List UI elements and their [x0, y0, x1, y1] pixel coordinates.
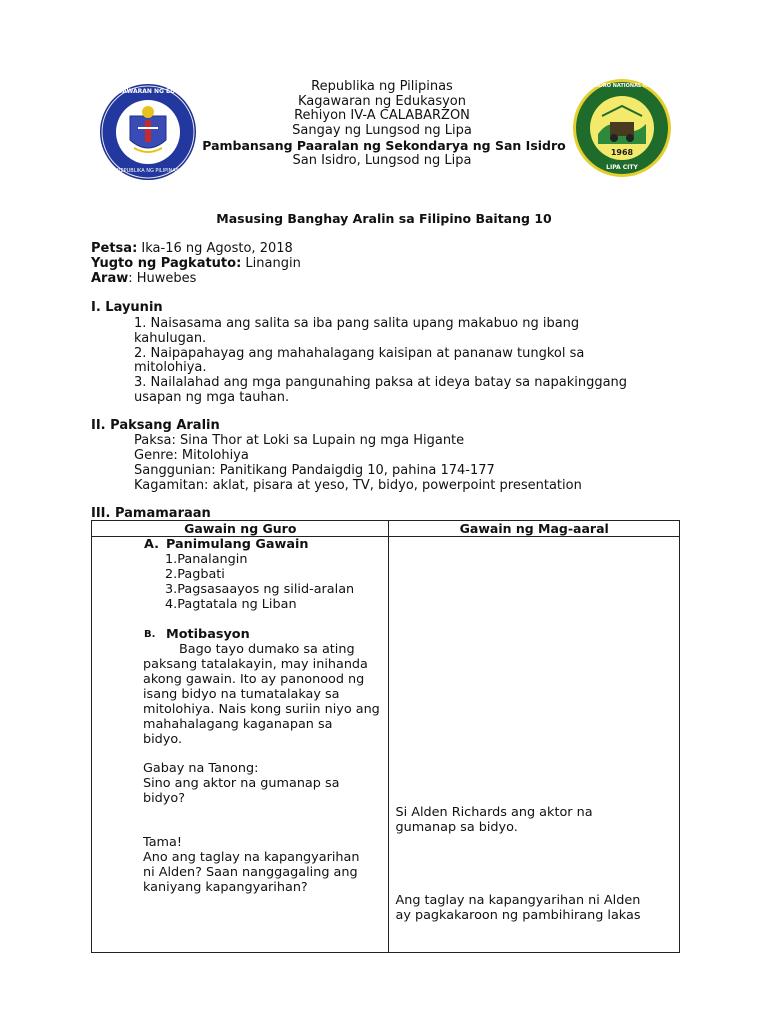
answer-line: Ang taglay na kapangyarihan ni Alden	[395, 893, 641, 908]
tama-line: Tama!	[143, 835, 182, 850]
section-a-item: 2.Pagbati	[165, 567, 225, 582]
paksang-aralin-line: Genre: Mitolohiya	[134, 448, 249, 463]
araw-label: Araw	[91, 271, 129, 286]
layunin-line: 2. Naipapahayag ang mahahalagang kaisipan at pananaw tungkol sa	[134, 346, 585, 361]
procedure-table	[91, 520, 680, 953]
layunin-line: mitolohiya.	[134, 360, 207, 375]
section-a-item: 3.Pagsasaayos ng silid-aralan	[165, 582, 355, 597]
motibasyon-line: isang bidyo na tumatalakay sa	[143, 687, 340, 702]
question-line: kaniyang kapangyarihan?	[143, 880, 308, 895]
col-header-magaaral: Gawain ng Mag-aaral	[389, 521, 680, 537]
motibasyon-line: paksang tatalakayin, may inihanda	[143, 657, 368, 672]
answer-line: ay pagkakaroon ng pambihirang lakas	[395, 908, 641, 923]
letterhead-department: Kagawaran ng Edukasyon	[297, 94, 467, 109]
pamamaraan-heading: III. Pamamaraan	[91, 506, 211, 521]
yugto-line	[91, 256, 301, 271]
school-seal-year: 1968	[610, 148, 634, 157]
answer-line: Si Alden Richards ang aktor na	[395, 805, 593, 820]
letterhead-region: Rehiyon IV-A CALABARZON	[294, 108, 470, 123]
document-title: Masusing Banghay Aralin sa Filipino Baitang 10	[216, 211, 552, 226]
petsa-line	[91, 241, 293, 256]
motibasyon-line: mitolohiya. Nais kong suriin niyo ang	[143, 702, 380, 717]
procedure-table-header-row	[92, 521, 680, 537]
paksang-aralin-line: Paksa: Sina Thor at Loki sa Lupain ng mga Higante	[134, 433, 465, 448]
motibasyon-line: Bago tayo dumako sa ating	[179, 642, 355, 657]
section-a-label: A.	[144, 537, 160, 552]
guro-cell	[92, 537, 389, 953]
section-a-item: 1.Panalangin	[165, 552, 248, 567]
paksang-aralin-line: Kagamitan: aklat, pisara at yeso, TV, bidyo, powerpoint presentation	[134, 478, 582, 493]
layunin-line: 3. Nailalahad ang mga pangunahing paksa at ideya batay sa napakinggang	[134, 375, 628, 390]
procedure-table-row	[92, 537, 680, 953]
letterhead-republic: Republika ng Pilipinas	[311, 79, 453, 94]
deped-seal-ring-text: KAGAWARAN NG EDUKASYON	[108, 88, 208, 95]
section-a-item: 4.Pagtatala ng Liban	[165, 597, 297, 612]
section-b-title: Motibasyon	[166, 627, 250, 642]
letterhead-school-name: Pambansang Paaralan ng Sekondarya ng San Isidro	[202, 138, 566, 153]
araw-value: : Huwebes	[128, 271, 197, 286]
layunin-line: usapan ng mga tauhan.	[134, 390, 290, 405]
layunin-line: kahulugan.	[134, 331, 207, 346]
petsa-value: Ika-16 ng Agosto, 2018	[137, 241, 293, 256]
magaaral-cell	[389, 537, 680, 953]
layunin-heading: I. Layunin	[91, 300, 163, 315]
section-a-title: Panimulang Gawain	[166, 537, 309, 552]
answer-line: gumanap sa bidyo.	[395, 820, 518, 835]
school-seal-bottom-text: LIPA CITY	[606, 164, 638, 171]
col-header-guro: Gawain ng Guro	[92, 521, 389, 537]
question-line: bidyo?	[143, 791, 185, 806]
motibasyon-line: akong gawain. Ito ay panonood ng	[143, 672, 365, 687]
motibasyon-line: bidyo.	[143, 732, 183, 747]
paksang-aralin-line: Sanggunian: Panitikang Pandaigdig 10, pahina 174-177	[134, 463, 495, 478]
school-seal-ring-text: SAN ISIDRO NATIONAL HIGH SCHOOL	[578, 83, 683, 89]
gabay-label: Gabay na Tanong:	[143, 761, 259, 776]
letterhead-address: San Isidro, Lungsod ng Lipa	[292, 153, 472, 168]
motibasyon-line: mahahalagang kaganapan sa	[143, 717, 333, 732]
question-line: ni Alden? Saan nanggagaling ang	[143, 865, 358, 880]
yugto-value: Linangin	[241, 256, 301, 271]
question-line: Ano ang taglay na kapangyarihan	[143, 850, 360, 865]
petsa-label: Petsa:	[91, 241, 138, 256]
yugto-label: Yugto ng Pagkatuto:	[91, 256, 242, 271]
section-b-label: B.	[144, 629, 156, 640]
layunin-line: 1. Naisasama ang salita sa iba pang salita upang makabuo ng ibang	[134, 316, 580, 331]
paksang-aralin-heading: II. Paksang Aralin	[91, 418, 220, 433]
question-line: Sino ang aktor na gumanap sa	[143, 776, 340, 791]
letterhead-division: Sangay ng Lungsod ng Lipa	[292, 123, 472, 138]
deped-seal-bottom-text: REPUBLIKA NG PILIPINAS	[117, 168, 179, 174]
araw-line	[91, 271, 196, 286]
